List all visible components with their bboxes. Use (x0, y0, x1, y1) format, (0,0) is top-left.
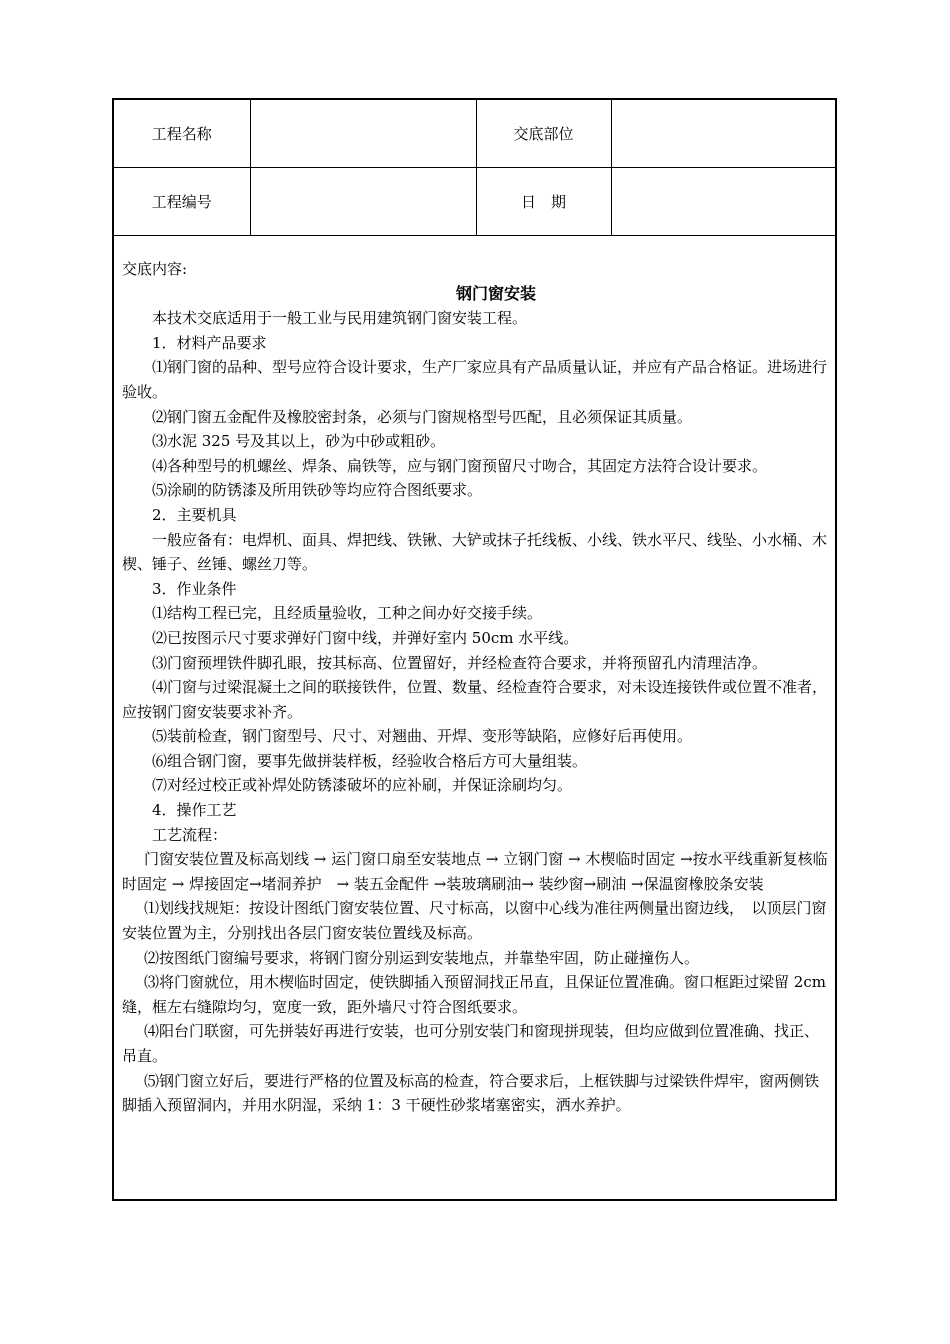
project-name-field[interactable] (250, 100, 476, 168)
paragraph: ⑸涂刷的防锈漆及所用铁砂等均应符合图纸要求。 (152, 481, 483, 500)
paragraph: ⑸钢门窗立好后，要进行严格的位置及标高的检查，符合要求后，上框铁脚与过梁铁件焊牢，窗两侧铁脚插入预留洞内，并用水阴湿，采纳 1：3 干硬性砂浆堵塞密实，洒水养护。 (122, 1071, 820, 1115)
paragraph: ⑷门窗与过梁混凝土之间的联接铁件，位置、数量、经检查符合要求，对未设连接铁件或位置不准者，应按钢门窗安装要求补齐。 (122, 678, 828, 721)
paragraph: ⑶将门窗就位，用木楔临时固定，使铁脚插入预留洞找正吊直，且保证位置准确。窗口框距过梁留 2cm 缝，框左右缝隙均匀，宽度一致，距外墙尺寸符合图纸要求。 (122, 973, 826, 1016)
date-label: 日 期 (476, 168, 611, 236)
section-heading: 2．主要机具 (152, 505, 237, 524)
handover-part-label: 交底部位 (476, 100, 611, 168)
paragraph: ⑵钢门窗五金配件及橡胶密封条，必须与门窗规格型号匹配，且必须保证其质量。 (152, 407, 693, 426)
paragraph: 本技术交底适用于一般工业与民用建筑钢门窗安装工程。 (152, 309, 528, 328)
paragraph: 工艺流程： (152, 825, 228, 844)
paragraph: ⑴钢门窗的品种、型号应符合设计要求，生产厂家应具有产品质量认证，并应有产品合格证。进场进行验收。 (122, 358, 828, 401)
section-heading: 1．材料产品要求 (152, 333, 267, 352)
paragraph: ⑶门窗预埋铁件脚孔眼，按其标高、位置留好，并经检查符合要求，并将预留孔内清理洁净。 (152, 653, 768, 672)
content-label: 交底内容: (122, 260, 188, 278)
section-heading: 3．作业条件 (152, 579, 237, 598)
paragraph: ⑺对经过校正或补焊处防锈漆破坏的应补刷，并保证涂刷均匀。 (152, 776, 573, 795)
handover-content (122, 257, 830, 1118)
handover-form (112, 98, 837, 1201)
paragraph: ⑴结构工程已完，且经质量验收，工种之间办好交接手续。 (152, 604, 543, 623)
paragraph: ⑵按图纸门窗编号要求，将钢门窗分别运到安装地点，并靠垫牢固，防止碰撞伤人。 (144, 948, 700, 967)
form-header-table (114, 100, 835, 236)
document-title: 钢门窗安装 (455, 283, 536, 303)
paragraph: ⑶水泥 325 号及其以上，砂为中砂或粗砂。 (152, 432, 446, 451)
paragraph: ⑸装前检查，钢门窗型号、尺寸、对翘曲、开焊、变形等缺陷，应修好后再使用。 (152, 727, 693, 746)
handover-part-field[interactable] (611, 100, 835, 168)
project-no-label: 工程编号 (114, 168, 250, 236)
section-heading: 4．操作工艺 (152, 801, 237, 820)
paragraph: ⑷各种型号的机螺丝、焊条、扁铁等，应与钢门窗预留尺寸吻合，其固定方法符合设计要求。 (152, 456, 768, 475)
paragraph: 一般应备有：电焊机、面具、焊把线、铁锹、大铲或抹子托线板、小线、铁水平尺、线坠、小水桶、木楔、锤子、丝锤、螺丝刀等。 (122, 530, 828, 574)
paragraph: ⑵已按图示尺寸要求弹好门窗中线，并弹好室内 50cm 水平线。 (152, 628, 579, 647)
header-row-1 (114, 100, 835, 168)
process-flow: 门窗安装位置及标高划线 → 运门窗口扇至安装地点 → 立钢门窗 → 木楔临时固定 →按水平线重新复核临时固定 → 焊接固定→堵洞养护 → 装五金配件 →装玻璃刷油→ 装纱窗→刷油 →保温窗橡胶条安装 (122, 850, 828, 893)
date-field[interactable] (611, 168, 835, 236)
header-row-2 (114, 168, 835, 236)
paragraph: ⑴划线找规矩：按设计图纸门窗安装位置、尺寸标高，以窗中心线为准往两侧量出窗边线， 以顶层门窗安装位置为主，分别找出各层门窗安装位置线及标高。 (122, 899, 827, 943)
paragraph: ⑹组合钢门窗，要事先做拼装样板，经验收合格后方可大量组装。 (152, 751, 588, 770)
project-no-field[interactable] (250, 168, 476, 236)
project-name-label: 工程名称 (114, 100, 250, 168)
paragraph: ⑷阳台门联窗，可先拼装好再进行安装，也可分别安装门和窗现拼现装，但均应做到位置准确、找正、吊直。 (122, 1022, 820, 1065)
